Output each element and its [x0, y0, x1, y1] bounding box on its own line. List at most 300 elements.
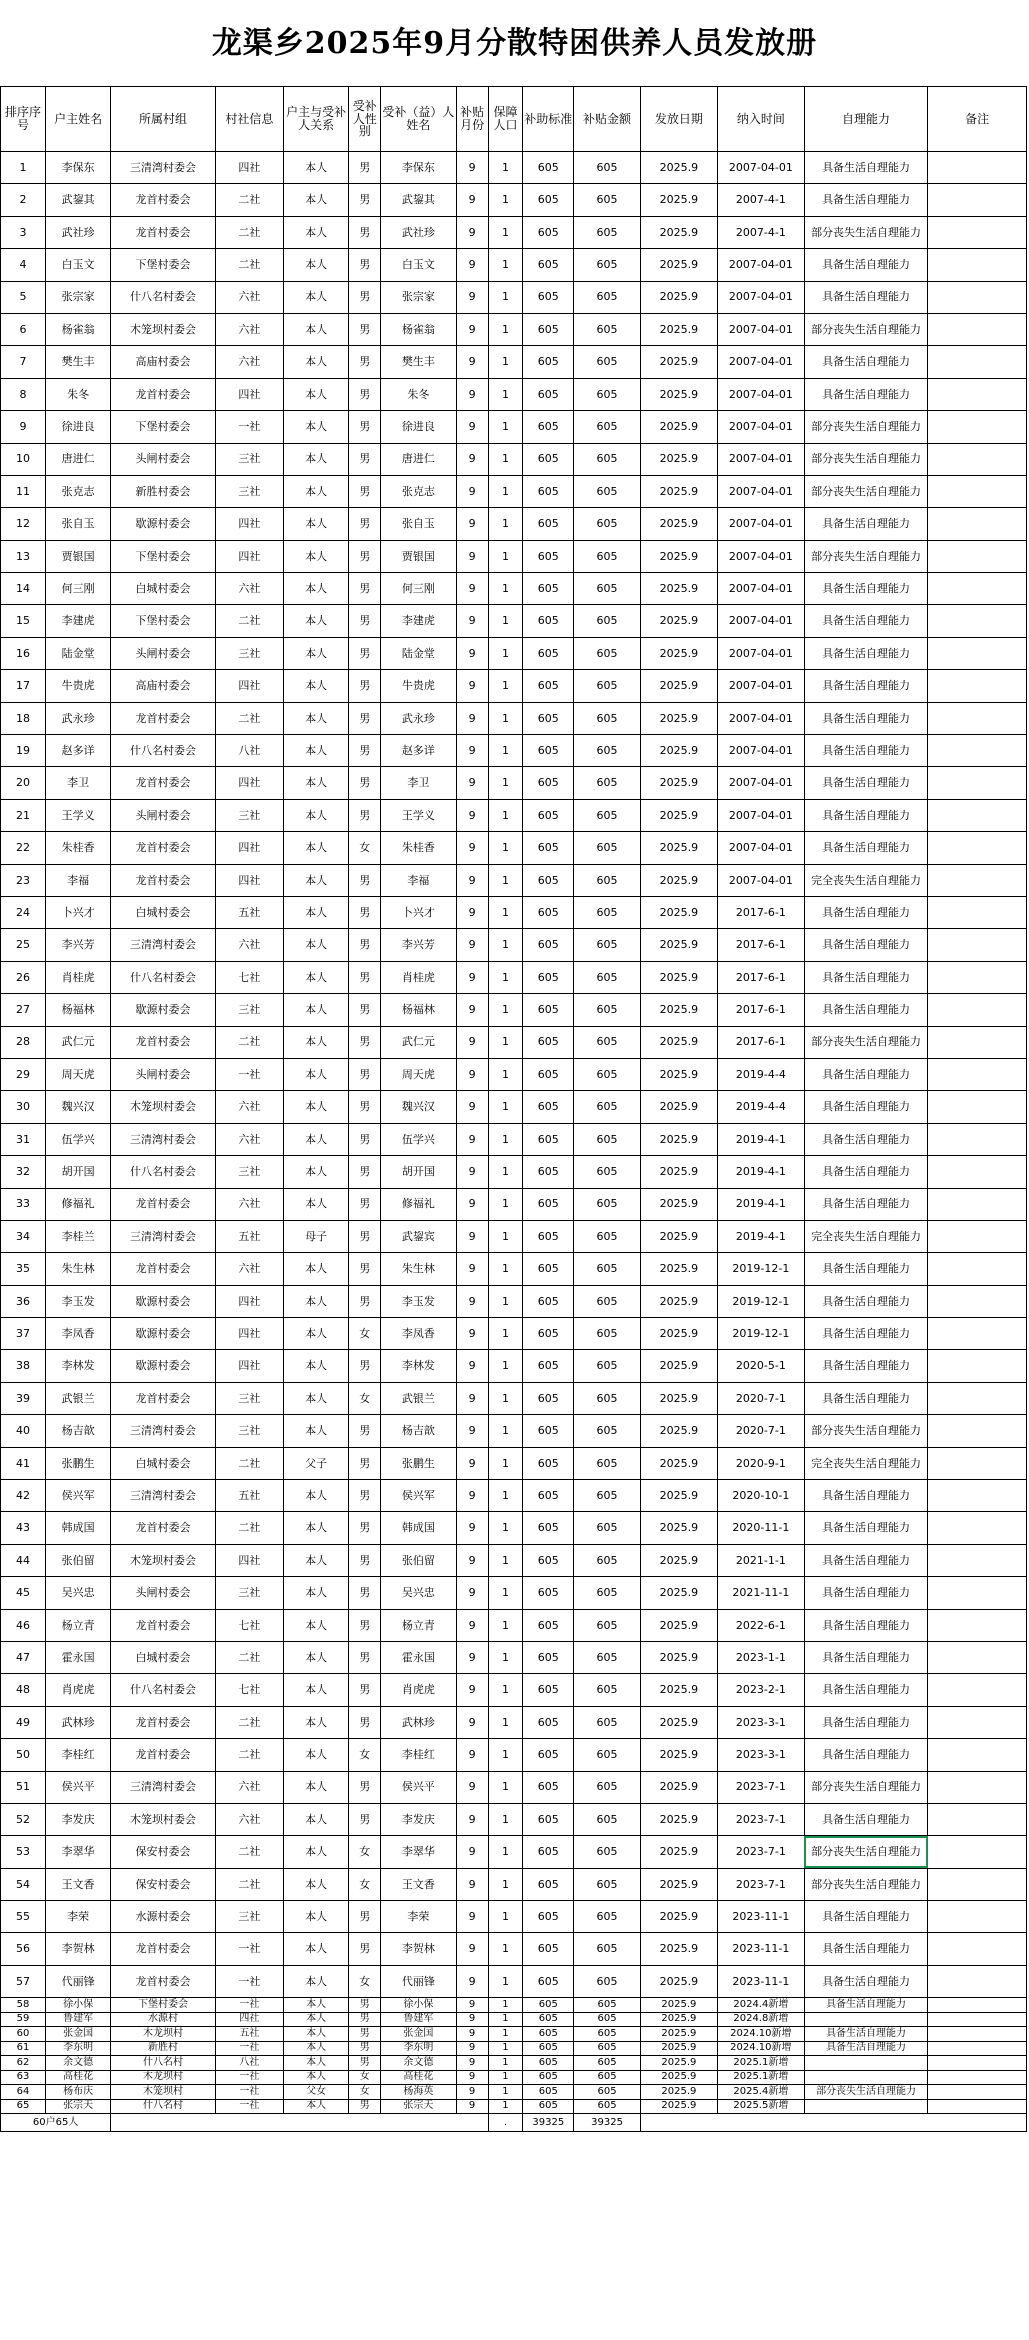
col-remark-cell[interactable]: [928, 994, 1027, 1026]
col-standard-cell[interactable]: 605: [523, 1382, 574, 1414]
col-group-cell[interactable]: 二社: [215, 1026, 283, 1058]
col-group-cell[interactable]: 三社: [215, 1382, 283, 1414]
col-relation-cell[interactable]: 本人: [283, 313, 348, 345]
col-standard-cell[interactable]: 605: [523, 1868, 574, 1900]
col-amount-cell[interactable]: 605: [574, 1739, 641, 1771]
col-relation-cell[interactable]: 本人: [283, 1577, 348, 1609]
col-enroll-date-cell[interactable]: 2023-11-1: [717, 1965, 804, 1997]
col-recipient-cell[interactable]: 霍永国: [381, 1641, 456, 1673]
col-persons-cell[interactable]: 1: [488, 378, 523, 410]
col-remark-cell[interactable]: [928, 1415, 1027, 1447]
col-persons-cell[interactable]: 1: [488, 1026, 523, 1058]
col-relation-cell[interactable]: 本人: [283, 799, 348, 831]
col-gender-cell[interactable]: 男: [349, 1058, 381, 1090]
col-persons-cell[interactable]: 1: [488, 540, 523, 572]
col-month-cell[interactable]: 9: [456, 670, 488, 702]
col-standard-cell[interactable]: 605: [523, 2041, 574, 2056]
col-issue-date-cell[interactable]: 2025.9: [640, 540, 717, 572]
col-remark-cell[interactable]: [928, 411, 1027, 443]
col-village-cell[interactable]: 白城村委会: [111, 573, 215, 605]
col-householder-cell[interactable]: 周天虎: [45, 1058, 110, 1090]
col-gender-cell[interactable]: 男: [349, 411, 381, 443]
col-ability-cell[interactable]: 具备生活自理能力: [804, 1674, 927, 1706]
col-householder-cell[interactable]: 武银兰: [45, 1382, 110, 1414]
col-relation-cell[interactable]: 本人: [283, 346, 348, 378]
col-recipient-cell[interactable]: 韩成国: [381, 1512, 456, 1544]
col-enroll-date-cell[interactable]: 2019-4-1: [717, 1220, 804, 1252]
col-ability-cell[interactable]: 具备生活自理能力: [804, 1803, 927, 1835]
col-relation-cell[interactable]: 本人: [283, 735, 348, 767]
col-issue-date-cell[interactable]: 2025.9: [640, 2027, 717, 2042]
col-remark-cell[interactable]: [928, 702, 1027, 734]
col-persons-cell[interactable]: 1: [488, 1058, 523, 1090]
col-remark-cell[interactable]: [928, 475, 1027, 507]
col-relation-cell[interactable]: 本人: [283, 637, 348, 669]
col-relation-cell[interactable]: 本人: [283, 2041, 348, 2056]
col-enroll-date-cell[interactable]: 2023-7-1: [717, 1868, 804, 1900]
col-enroll-date-cell[interactable]: 2007-04-01: [717, 573, 804, 605]
col-village-cell[interactable]: 三清湾村委会: [111, 1771, 215, 1803]
col-seq-cell[interactable]: 32: [1, 1156, 46, 1188]
col-persons-cell[interactable]: 1: [488, 346, 523, 378]
col-seq-cell[interactable]: 60: [1, 2027, 46, 2042]
col-remark-cell[interactable]: [928, 1188, 1027, 1220]
col-persons-cell[interactable]: 1: [488, 864, 523, 896]
col-amount-cell[interactable]: 605: [574, 1674, 641, 1706]
col-group-cell[interactable]: 二社: [215, 1447, 283, 1479]
col-persons-cell[interactable]: 1: [488, 1220, 523, 1252]
col-issue-date-cell[interactable]: 2025.9: [640, 1544, 717, 1576]
col-enroll-date-cell[interactable]: 2007-04-01: [717, 540, 804, 572]
col-persons-cell[interactable]: 1: [488, 1350, 523, 1382]
col-householder-cell[interactable]: 李福: [45, 864, 110, 896]
col-month-cell[interactable]: 9: [456, 1058, 488, 1090]
col-householder-cell[interactable]: 王文香: [45, 1868, 110, 1900]
col-group-cell[interactable]: 五社: [215, 1480, 283, 1512]
col-remark-cell[interactable]: [928, 1512, 1027, 1544]
col-group-cell[interactable]: 二社: [215, 1868, 283, 1900]
col-issue-date-cell[interactable]: 2025.9: [640, 313, 717, 345]
col-standard-cell[interactable]: 605: [523, 1544, 574, 1576]
col-issue-date-cell[interactable]: 2025.9: [640, 1123, 717, 1155]
col-relation-cell[interactable]: 本人: [283, 2012, 348, 2027]
col-month-cell[interactable]: 9: [456, 832, 488, 864]
col-issue-date-cell[interactable]: 2025.9: [640, 2085, 717, 2100]
col-gender-cell[interactable]: 男: [349, 184, 381, 216]
col-ability-cell[interactable]: 完全丧失生活自理能力: [804, 864, 927, 896]
col-persons-cell[interactable]: 1: [488, 1382, 523, 1414]
col-relation-cell[interactable]: 本人: [283, 2056, 348, 2071]
col-group-cell[interactable]: 四社: [215, 1318, 283, 1350]
col-amount-cell[interactable]: 605: [574, 637, 641, 669]
col-amount-cell[interactable]: 605: [574, 896, 641, 928]
col-village-cell[interactable]: 什八名村委会: [111, 1156, 215, 1188]
col-enroll-date-cell[interactable]: 2023-11-1: [717, 1901, 804, 1933]
col-amount-cell[interactable]: 605: [574, 1933, 641, 1965]
col-issue-date-cell[interactable]: 2025.9: [640, 896, 717, 928]
col-group-cell[interactable]: 四社: [215, 2012, 283, 2027]
col-recipient-cell[interactable]: 杨雀翁: [381, 313, 456, 345]
col-standard-cell[interactable]: 605: [523, 1156, 574, 1188]
col-persons-cell[interactable]: 1: [488, 1447, 523, 1479]
col-recipient-cell[interactable]: 王文香: [381, 1868, 456, 1900]
col-issue-date-cell[interactable]: 2025.9: [640, 1058, 717, 1090]
col-relation-cell[interactable]: 本人: [283, 152, 348, 184]
col-issue-date-cell[interactable]: 2025.9: [640, 670, 717, 702]
col-village-cell[interactable]: 龙首村委会: [111, 702, 215, 734]
col-relation-cell[interactable]: 本人: [283, 670, 348, 702]
col-seq-cell[interactable]: 30: [1, 1091, 46, 1123]
col-group-cell[interactable]: 二社: [215, 605, 283, 637]
col-month-cell[interactable]: 9: [456, 2027, 488, 2042]
col-seq-cell[interactable]: 41: [1, 1447, 46, 1479]
col-amount-cell[interactable]: 605: [574, 152, 641, 184]
col-recipient-cell[interactable]: 李玉发: [381, 1285, 456, 1317]
col-remark-cell[interactable]: [928, 1091, 1027, 1123]
col-ability-cell[interactable]: 具备生活自理能力: [804, 832, 927, 864]
col-issue-date-cell[interactable]: 2025.9: [640, 1674, 717, 1706]
col-recipient-cell[interactable]: 张自玉: [381, 508, 456, 540]
col-gender-cell[interactable]: 男: [349, 1123, 381, 1155]
col-gender-cell[interactable]: 男: [349, 508, 381, 540]
col-enroll-date-cell[interactable]: 2007-04-01: [717, 443, 804, 475]
col-relation-cell[interactable]: 本人: [283, 1091, 348, 1123]
col-remark-cell[interactable]: [928, 1447, 1027, 1479]
col-relation-cell[interactable]: 本人: [283, 411, 348, 443]
col-gender-cell[interactable]: 男: [349, 1156, 381, 1188]
col-amount-cell[interactable]: 605: [574, 1123, 641, 1155]
col-householder-cell[interactable]: 肖虎虎: [45, 1674, 110, 1706]
col-standard-cell[interactable]: 605: [523, 896, 574, 928]
col-remark-cell[interactable]: [928, 864, 1027, 896]
col-ability-cell[interactable]: 具备生活自理能力: [804, 1480, 927, 1512]
col-enroll-date-cell[interactable]: 2007-04-01: [717, 702, 804, 734]
col-seq-cell[interactable]: 7: [1, 346, 46, 378]
col-group-cell[interactable]: 六社: [215, 313, 283, 345]
col-issue-date-cell[interactable]: 2025.9: [640, 1706, 717, 1738]
col-relation-cell[interactable]: 本人: [283, 573, 348, 605]
col-seq-cell[interactable]: 40: [1, 1415, 46, 1447]
col-amount-cell[interactable]: 605: [574, 832, 641, 864]
col-month-cell[interactable]: 9: [456, 767, 488, 799]
col-seq-cell[interactable]: 62: [1, 2056, 46, 2071]
col-issue-date-cell[interactable]: 2025.9: [640, 508, 717, 540]
col-recipient-cell[interactable]: 李东明: [381, 2041, 456, 2056]
col-ability-cell[interactable]: 具备生活自理能力: [804, 1901, 927, 1933]
col-relation-cell[interactable]: 母子: [283, 1220, 348, 1252]
col-householder-cell[interactable]: 李桂红: [45, 1739, 110, 1771]
col-issue-date-cell[interactable]: 2025.9: [640, 1868, 717, 1900]
col-group-cell[interactable]: 二社: [215, 1706, 283, 1738]
col-amount-cell[interactable]: 605: [574, 2070, 641, 2085]
col-amount-cell[interactable]: 605: [574, 1156, 641, 1188]
col-relation-cell[interactable]: 本人: [283, 1933, 348, 1965]
col-village-cell[interactable]: 龙首村委会: [111, 1512, 215, 1544]
col-remark-cell[interactable]: [928, 637, 1027, 669]
col-remark-cell[interactable]: [928, 1123, 1027, 1155]
col-ability-cell[interactable]: 部分丧失生活自理能力: [804, 411, 927, 443]
col-standard-cell[interactable]: 605: [523, 281, 574, 313]
col-standard-cell[interactable]: 605: [523, 2085, 574, 2100]
col-month-cell[interactable]: 9: [456, 735, 488, 767]
col-seq-cell[interactable]: 34: [1, 1220, 46, 1252]
col-householder-cell[interactable]: 李玉发: [45, 1285, 110, 1317]
col-recipient-cell[interactable]: 武仁元: [381, 1026, 456, 1058]
col-enroll-date-cell[interactable]: 2017-6-1: [717, 896, 804, 928]
col-amount-cell[interactable]: 605: [574, 1285, 641, 1317]
col-village-cell[interactable]: 什八名村委会: [111, 961, 215, 993]
col-enroll-date-cell[interactable]: 2019-4-1: [717, 1123, 804, 1155]
col-group-cell[interactable]: 一社: [215, 1933, 283, 1965]
col-remark-cell[interactable]: [928, 799, 1027, 831]
col-householder-cell[interactable]: 韩成国: [45, 1512, 110, 1544]
col-remark-cell[interactable]: [928, 1803, 1027, 1835]
col-village-cell[interactable]: 什八名村: [111, 2099, 215, 2114]
col-persons-cell[interactable]: 1: [488, 994, 523, 1026]
col-seq-cell[interactable]: 4: [1, 249, 46, 281]
col-standard-cell[interactable]: 605: [523, 1836, 574, 1868]
col-village-cell[interactable]: 木笼坝村委会: [111, 1544, 215, 1576]
col-ability-cell[interactable]: 具备生活自理能力: [804, 670, 927, 702]
col-recipient-cell[interactable]: 朱生林: [381, 1253, 456, 1285]
col-gender-cell[interactable]: 男: [349, 1803, 381, 1835]
col-relation-cell[interactable]: 本人: [283, 1026, 348, 1058]
col-gender-cell[interactable]: 男: [349, 1544, 381, 1576]
col-enroll-date-cell[interactable]: 2007-04-01: [717, 508, 804, 540]
col-enroll-date-cell[interactable]: 2025.1新增: [717, 2056, 804, 2071]
col-persons-cell[interactable]: 1: [488, 573, 523, 605]
col-group-cell[interactable]: 一社: [215, 1998, 283, 2013]
col-village-cell[interactable]: 龙首村委会: [111, 1739, 215, 1771]
col-ability-cell[interactable]: 部分丧失生活自理能力: [804, 1026, 927, 1058]
col-recipient-cell[interactable]: 李凤香: [381, 1318, 456, 1350]
col-relation-cell[interactable]: 本人: [283, 605, 348, 637]
col-group-cell[interactable]: 二社: [215, 184, 283, 216]
col-relation-cell[interactable]: 本人: [283, 994, 348, 1026]
col-seq-cell[interactable]: 36: [1, 1285, 46, 1317]
col-relation-cell[interactable]: 本人: [283, 1641, 348, 1673]
col-remark-cell[interactable]: [928, 832, 1027, 864]
col-standard-cell[interactable]: 605: [523, 475, 574, 507]
col-standard-cell[interactable]: 605: [523, 2027, 574, 2042]
col-remark-cell[interactable]: [928, 1544, 1027, 1576]
col-householder-cell[interactable]: 唐进仁: [45, 443, 110, 475]
col-issue-date-cell[interactable]: 2025.9: [640, 573, 717, 605]
col-group-cell[interactable]: 二社: [215, 216, 283, 248]
col-month-cell[interactable]: 9: [456, 1350, 488, 1382]
col-amount-cell[interactable]: 605: [574, 1091, 641, 1123]
col-relation-cell[interactable]: 本人: [283, 1901, 348, 1933]
col-issue-date-cell[interactable]: 2025.9: [640, 281, 717, 313]
col-householder-cell[interactable]: 杨布庆: [45, 2085, 110, 2100]
col-seq-cell[interactable]: 55: [1, 1901, 46, 1933]
col-householder-cell[interactable]: 修福礼: [45, 1188, 110, 1220]
col-seq-cell[interactable]: 6: [1, 313, 46, 345]
col-issue-date-cell[interactable]: 2025.9: [640, 929, 717, 961]
col-householder-cell[interactable]: 张伯留: [45, 1544, 110, 1576]
col-enroll-date-cell[interactable]: 2007-04-01: [717, 281, 804, 313]
col-village-cell[interactable]: 歇源村委会: [111, 508, 215, 540]
col-householder-cell[interactable]: 武鋆其: [45, 184, 110, 216]
col-enroll-date-cell[interactable]: 2025.4新增: [717, 2085, 804, 2100]
col-remark-cell[interactable]: [928, 1868, 1027, 1900]
col-householder-cell[interactable]: 朱生林: [45, 1253, 110, 1285]
col-ability-cell[interactable]: 具备生活自理能力: [804, 249, 927, 281]
col-group-cell[interactable]: 一社: [215, 2085, 283, 2100]
col-seq-cell[interactable]: 46: [1, 1609, 46, 1641]
col-persons-cell[interactable]: 1: [488, 670, 523, 702]
col-seq-cell[interactable]: 25: [1, 929, 46, 961]
col-relation-cell[interactable]: 本人: [283, 378, 348, 410]
col-recipient-cell[interactable]: 侯兴平: [381, 1771, 456, 1803]
col-group-cell[interactable]: 四社: [215, 1544, 283, 1576]
col-issue-date-cell[interactable]: 2025.9: [640, 864, 717, 896]
col-gender-cell[interactable]: 男: [349, 216, 381, 248]
col-enroll-date-cell[interactable]: 2007-04-01: [717, 735, 804, 767]
col-recipient-cell[interactable]: 李林发: [381, 1350, 456, 1382]
col-standard-cell[interactable]: 605: [523, 2070, 574, 2085]
col-amount-cell[interactable]: 605: [574, 864, 641, 896]
col-gender-cell[interactable]: 男: [349, 1512, 381, 1544]
col-month-cell[interactable]: 9: [456, 1577, 488, 1609]
col-standard-cell[interactable]: 605: [523, 184, 574, 216]
col-householder-cell[interactable]: 张金国: [45, 2027, 110, 2042]
col-group-cell[interactable]: 四社: [215, 152, 283, 184]
col-month-cell[interactable]: 9: [456, 1803, 488, 1835]
col-enroll-date-cell[interactable]: 2007-04-01: [717, 799, 804, 831]
col-amount-cell[interactable]: 605: [574, 346, 641, 378]
col-amount-cell[interactable]: 605: [574, 1868, 641, 1900]
col-householder-cell[interactable]: 李翠华: [45, 1836, 110, 1868]
col-remark-cell[interactable]: [928, 1253, 1027, 1285]
col-householder-cell[interactable]: 吴兴忠: [45, 1577, 110, 1609]
col-householder-cell[interactable]: 张自玉: [45, 508, 110, 540]
col-issue-date-cell[interactable]: 2025.9: [640, 994, 717, 1026]
col-gender-cell[interactable]: 男: [349, 702, 381, 734]
col-month-cell[interactable]: 9: [456, 929, 488, 961]
col-village-cell[interactable]: 头闸村委会: [111, 443, 215, 475]
col-group-cell[interactable]: 六社: [215, 346, 283, 378]
col-group-cell[interactable]: 六社: [215, 1123, 283, 1155]
col-remark-cell[interactable]: [928, 1706, 1027, 1738]
col-ability-cell[interactable]: 具备生活自理能力: [804, 346, 927, 378]
col-ability-cell[interactable]: 具备生活自理能力: [804, 1188, 927, 1220]
col-seq-cell[interactable]: 18: [1, 702, 46, 734]
col-standard-cell[interactable]: 605: [523, 1447, 574, 1479]
col-ability-cell[interactable]: 具备生活自理能力: [804, 1739, 927, 1771]
col-persons-cell[interactable]: 1: [488, 702, 523, 734]
col-seq-cell[interactable]: 49: [1, 1706, 46, 1738]
col-ability-cell[interactable]: 具备生活自理能力: [804, 994, 927, 1026]
col-householder-cell[interactable]: 张宗天: [45, 2099, 110, 2114]
col-amount-cell[interactable]: 605: [574, 1188, 641, 1220]
col-enroll-date-cell[interactable]: 2007-04-01: [717, 152, 804, 184]
col-enroll-date-cell[interactable]: 2022-6-1: [717, 1609, 804, 1641]
col-enroll-date-cell[interactable]: 2019-12-1: [717, 1253, 804, 1285]
col-recipient-cell[interactable]: 鲁建军: [381, 2012, 456, 2027]
col-persons-cell[interactable]: 1: [488, 1253, 523, 1285]
col-remark-cell[interactable]: [928, 443, 1027, 475]
col-amount-cell[interactable]: 605: [574, 2027, 641, 2042]
col-seq-cell[interactable]: 15: [1, 605, 46, 637]
col-seq-cell[interactable]: 10: [1, 443, 46, 475]
col-recipient-cell[interactable]: 侯兴军: [381, 1480, 456, 1512]
col-remark-cell[interactable]: [928, 184, 1027, 216]
col-persons-cell[interactable]: 1: [488, 152, 523, 184]
col-householder-cell[interactable]: 卜兴才: [45, 896, 110, 928]
col-month-cell[interactable]: 9: [456, 346, 488, 378]
col-remark-cell[interactable]: [928, 1156, 1027, 1188]
col-seq-cell[interactable]: 53: [1, 1836, 46, 1868]
col-householder-cell[interactable]: 侯兴军: [45, 1480, 110, 1512]
col-village-cell[interactable]: 龙首村委会: [111, 767, 215, 799]
col-enroll-date-cell[interactable]: 2020-9-1: [717, 1447, 804, 1479]
col-householder-cell[interactable]: 张克志: [45, 475, 110, 507]
col-persons-cell[interactable]: 1: [488, 2056, 523, 2071]
col-ability-cell[interactable]: 完全丧失生活自理能力: [804, 1447, 927, 1479]
col-village-cell[interactable]: 歇源村委会: [111, 1350, 215, 1382]
col-month-cell[interactable]: 9: [456, 216, 488, 248]
col-month-cell[interactable]: 9: [456, 573, 488, 605]
col-gender-cell[interactable]: 男: [349, 1285, 381, 1317]
col-group-cell[interactable]: 二社: [215, 249, 283, 281]
col-standard-cell[interactable]: 605: [523, 1253, 574, 1285]
col-enroll-date-cell[interactable]: 2017-6-1: [717, 1026, 804, 1058]
col-group-cell[interactable]: 六社: [215, 929, 283, 961]
col-seq-cell[interactable]: 51: [1, 1771, 46, 1803]
col-enroll-date-cell[interactable]: 2019-4-1: [717, 1188, 804, 1220]
col-recipient-cell[interactable]: 张宗天: [381, 2099, 456, 2114]
col-seq-cell[interactable]: 27: [1, 994, 46, 1026]
col-gender-cell[interactable]: 女: [349, 1318, 381, 1350]
col-amount-cell[interactable]: 605: [574, 1415, 641, 1447]
col-group-cell[interactable]: 八社: [215, 2056, 283, 2071]
col-persons-cell[interactable]: 1: [488, 605, 523, 637]
col-standard-cell[interactable]: 605: [523, 540, 574, 572]
col-relation-cell[interactable]: 本人: [283, 1609, 348, 1641]
col-persons-cell[interactable]: 1: [488, 1318, 523, 1350]
col-village-cell[interactable]: 龙首村委会: [111, 1933, 215, 1965]
col-enroll-date-cell[interactable]: 2023-3-1: [717, 1706, 804, 1738]
col-standard-cell[interactable]: 605: [523, 1285, 574, 1317]
col-remark-cell[interactable]: [928, 1609, 1027, 1641]
col-standard-cell[interactable]: 605: [523, 1220, 574, 1252]
col-amount-cell[interactable]: 605: [574, 961, 641, 993]
col-gender-cell[interactable]: 男: [349, 929, 381, 961]
col-month-cell[interactable]: 9: [456, 1480, 488, 1512]
col-householder-cell[interactable]: 王学义: [45, 799, 110, 831]
col-gender-cell[interactable]: 男: [349, 573, 381, 605]
col-relation-cell[interactable]: 本人: [283, 443, 348, 475]
col-householder-cell[interactable]: 肖桂虎: [45, 961, 110, 993]
col-remark-cell[interactable]: [928, 2041, 1027, 2056]
col-enroll-date-cell[interactable]: 2025.5新增: [717, 2099, 804, 2114]
col-issue-date-cell[interactable]: 2025.9: [640, 1609, 717, 1641]
col-householder-cell[interactable]: 张宗家: [45, 281, 110, 313]
col-persons-cell[interactable]: 1: [488, 1544, 523, 1576]
col-recipient-cell[interactable]: 张宗家: [381, 281, 456, 313]
col-householder-cell[interactable]: 赵多详: [45, 735, 110, 767]
col-relation-cell[interactable]: 本人: [283, 832, 348, 864]
col-seq-cell[interactable]: 35: [1, 1253, 46, 1285]
col-ability-cell[interactable]: 部分丧失生活自理能力: [804, 475, 927, 507]
col-ability-cell[interactable]: 具备生活自理能力: [804, 573, 927, 605]
col-ability-cell[interactable]: 具备生活自理能力: [804, 281, 927, 313]
col-gender-cell[interactable]: 男: [349, 1253, 381, 1285]
col-persons-cell[interactable]: 1: [488, 2099, 523, 2114]
col-issue-date-cell[interactable]: 2025.9: [640, 799, 717, 831]
col-enroll-date-cell[interactable]: 2007-04-01: [717, 637, 804, 669]
